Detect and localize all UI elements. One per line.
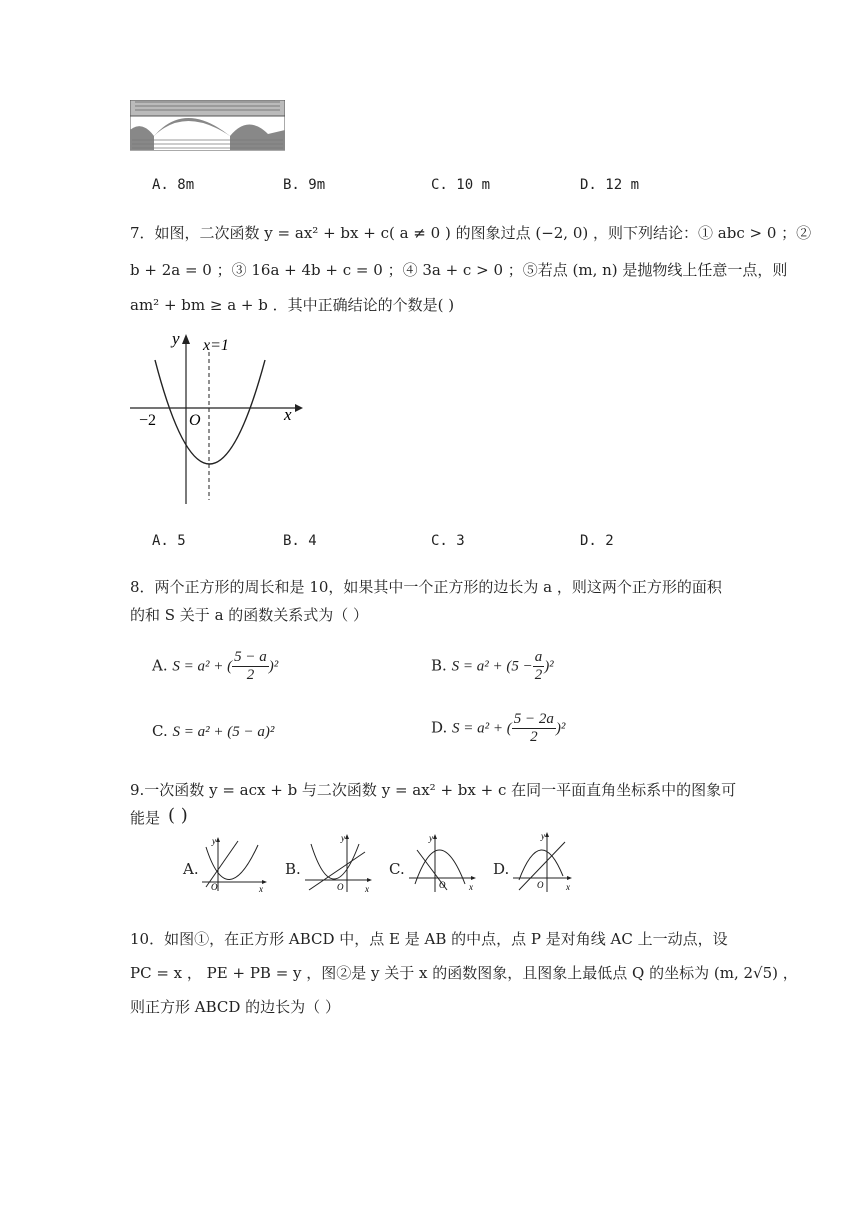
- q10-line-1: 10．如图①，在正方形 ABCD 中，点 E 是 AB 的中点，点 P 是对角线 AC 上一动点，设: [130, 930, 728, 948]
- q6-option-a[interactable]: A. 8m: [152, 177, 195, 193]
- parabola: [155, 360, 265, 464]
- x-label: x: [284, 405, 292, 424]
- origin-label: O: [189, 412, 201, 429]
- q6-option-b[interactable]: B. 9m: [283, 177, 326, 193]
- q7-option-b[interactable]: B. 4: [283, 533, 317, 549]
- q10-line-2: PC = x ， PE + PB = y ，图②是 y 关于 x 的函数图象，且图象上最低点 Q 的坐标为 (m, 2√5) ，: [130, 964, 798, 982]
- svg-text:O: O: [439, 880, 446, 890]
- svg-text:x: x: [259, 884, 263, 893]
- svg-text:y: y: [341, 833, 345, 843]
- q9-label-d[interactable]: D.: [493, 860, 510, 878]
- q7-parabola-graph: [125, 328, 305, 508]
- q8-option-a[interactable]: A. S = a² + ( $\frac{5 - a}{2}$ )²: [152, 649, 279, 683]
- q9-graph-d[interactable]: [511, 830, 575, 894]
- y-label: y: [172, 329, 180, 348]
- svg-text:y: y: [212, 836, 216, 846]
- svg-text:O: O: [537, 880, 544, 890]
- q7-option-a[interactable]: A. 5: [152, 533, 186, 549]
- svg-text:y: y: [541, 831, 545, 841]
- q9-graph-a[interactable]: [200, 835, 268, 893]
- svg-text:O: O: [337, 882, 344, 892]
- q8-line-2: 的和 S 关于 a 的函数关系式为（ ）: [130, 606, 369, 624]
- q9-line-2: 能是: [130, 809, 161, 827]
- q7-line-3: am² + bm ≥ a + b ．其中正确结论的个数是( ): [130, 296, 455, 314]
- q8-option-b[interactable]: B. S = a² + (5 − $\frac{a}{2}$ )²: [431, 649, 554, 683]
- q8-option-d[interactable]: D. S = a² + ( $\frac{5 - 2a}{2}$ )²: [431, 711, 566, 745]
- q7-line-2: b + 2a = 0 ；③ 16a + 4b + c = 0 ；④ 3a + c > 0 ；⑤若点 (m, n) 是抛物线上任意一点，则: [130, 261, 788, 279]
- svg-text:x: x: [365, 884, 369, 894]
- neg2-label: −2: [139, 412, 157, 429]
- svg-text:x: x: [469, 882, 473, 892]
- q8-option-c[interactable]: C. S = a² + (5 − a)²: [152, 722, 275, 740]
- q9-graph-b[interactable]: [303, 832, 375, 894]
- q9-label-c[interactable]: C.: [389, 860, 405, 878]
- q9-answer-paren: ( ): [168, 805, 188, 826]
- q6-option-d[interactable]: D. 12 m: [580, 177, 640, 193]
- q7-option-d[interactable]: D. 2: [580, 533, 614, 549]
- q7-option-c[interactable]: C. 3: [431, 533, 465, 549]
- q8-line-1: 8．两个正方形的周长和是 10，如果其中一个正方形的边长为 a ，则这两个正方形的面积: [130, 578, 722, 596]
- q6-option-c[interactable]: C. 10 m: [431, 177, 491, 193]
- q9-label-a[interactable]: A.: [183, 860, 199, 878]
- bridge-image: [130, 100, 285, 152]
- svg-text:x: x: [566, 882, 570, 892]
- svg-text:y: y: [429, 833, 433, 843]
- axis-label: x=1: [203, 337, 229, 354]
- q9-line-1: 9.一次函数 y = acx + b 与二次函数 y = ax² + bx + c 在同一平面直角坐标系中的图象可: [130, 781, 737, 799]
- q7-line-1: 7．如图，二次函数 y = ax² + bx + c( a ≠ 0 ) 的图象过点 (−2, 0) ，则下列结论：① abc > 0 ；②: [130, 224, 812, 242]
- svg-text:O: O: [211, 882, 218, 892]
- q9-label-b[interactable]: B.: [285, 860, 301, 878]
- q9-graph-c[interactable]: [407, 832, 479, 894]
- q10-line-3: 则正方形 ABCD 的边长为（ ）: [130, 998, 340, 1016]
